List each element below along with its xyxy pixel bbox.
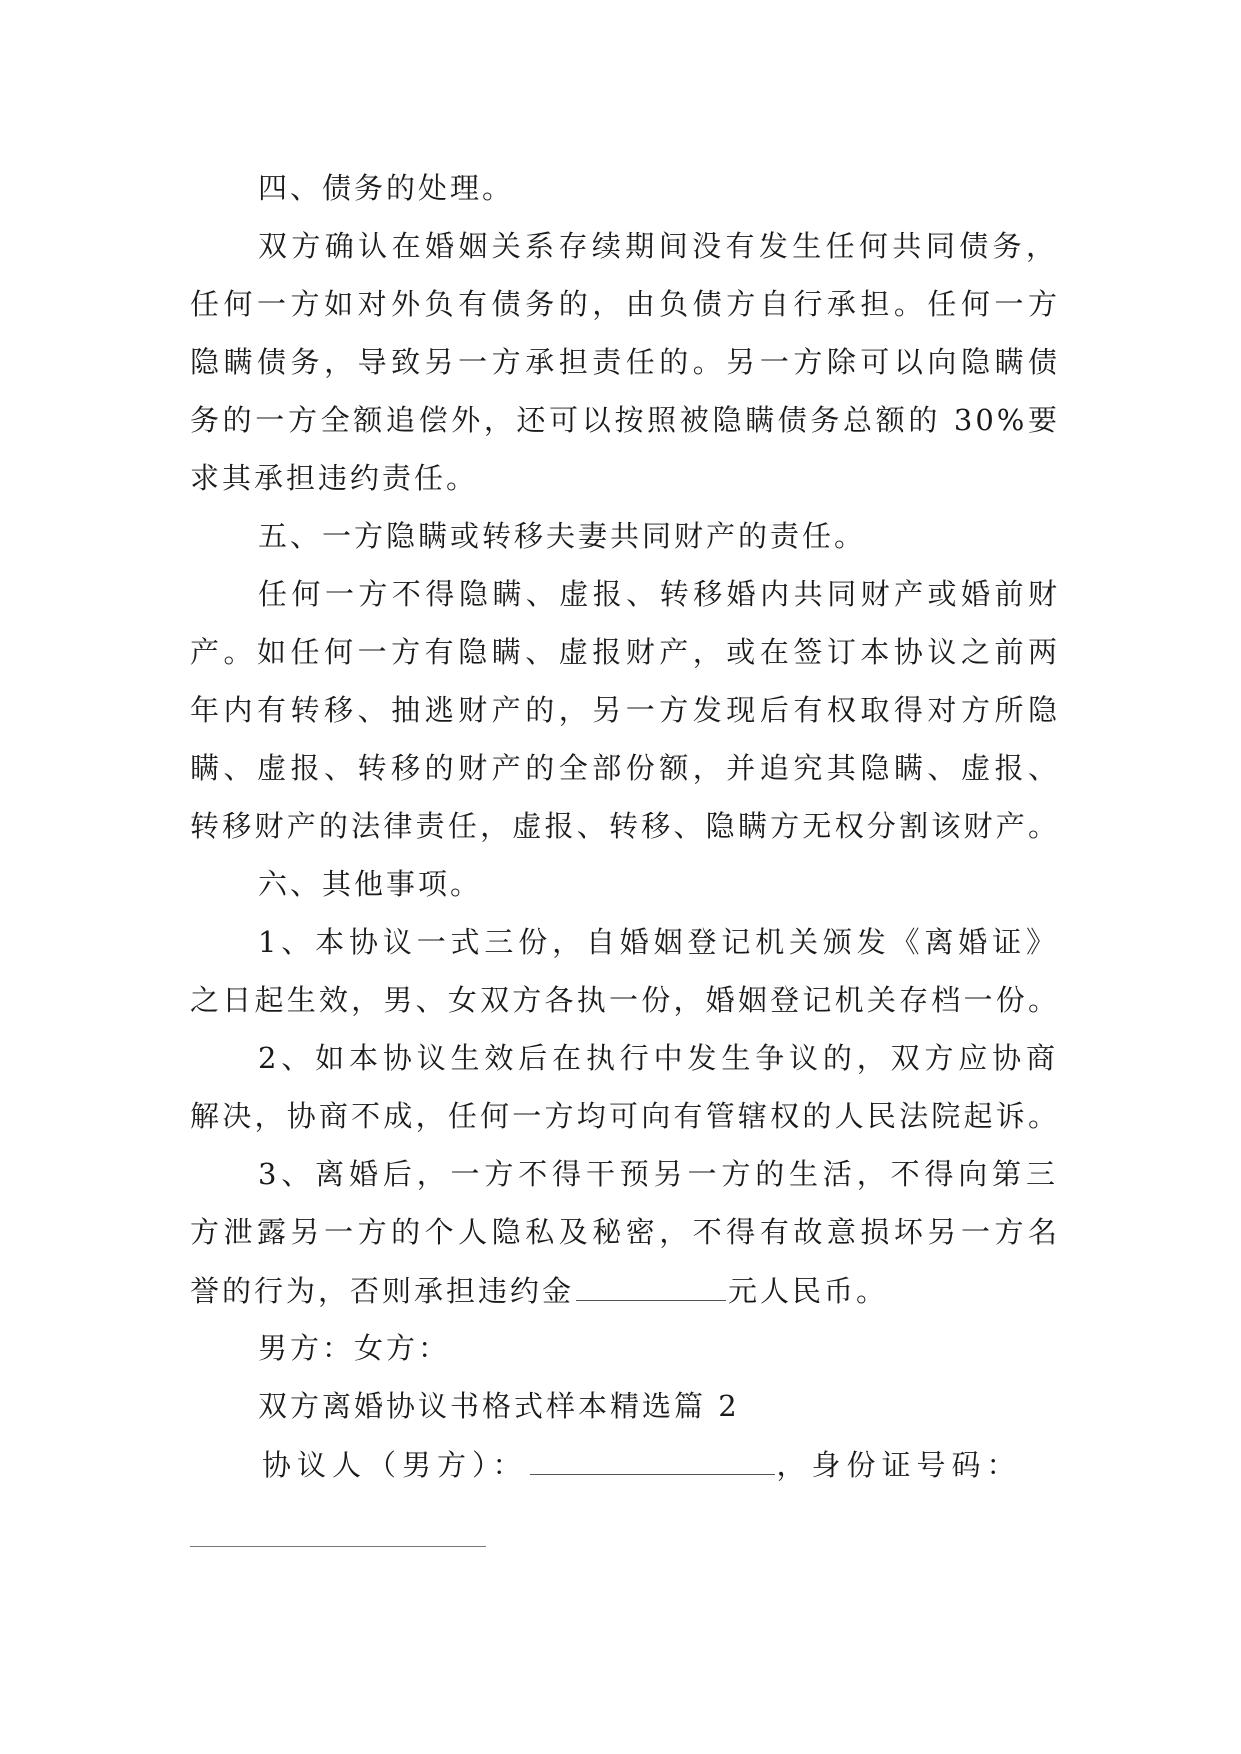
- id-number-blank[interactable]: [190, 1546, 486, 1547]
- id-number-label: ，身份证号码：: [776, 1448, 1022, 1482]
- penalty-amount-blank[interactable]: [576, 1270, 726, 1301]
- section-heading-other: 六、其他事项。: [258, 867, 483, 901]
- paragraph-line: 任何一方如对外负有债务的，由负债方自行承担。任何一方: [190, 287, 1060, 321]
- paragraph-line: 任何一方不得隐瞒、虚报、转移婚内共同财产或婚前财: [258, 577, 1060, 611]
- paragraph-line: 隐瞒债务，导致另一方承担责任的。另一方除可以向隐瞒债: [190, 345, 1060, 379]
- penalty-text-suffix: 元人民币。: [728, 1274, 889, 1308]
- paragraph-line: 转移财产的法律责任，虚报、转移、隐瞒方无权分割该财产。: [190, 809, 1060, 843]
- paragraph-line: 3、离婚后，一方不得干预另一方的生活，不得向第三: [258, 1157, 1058, 1191]
- paragraph-line: 解决，协商不成，任何一方均可向有管辖权的人民法院起诉。: [190, 1099, 1060, 1133]
- paragraph-line: 2、如本协议生效后在执行中发生争议的，双方应协商: [258, 1041, 1058, 1075]
- paragraph-line: 产。如任何一方有隐瞒、虚报财产，或在签订本协议之前两: [190, 635, 1060, 669]
- paragraph-line: 方泄露另一方的个人隐私及秘密，不得有故意损坏另一方名: [190, 1215, 1060, 1249]
- section-heading-debts: 四、债务的处理。: [258, 171, 515, 205]
- party-line: [262, 1444, 1022, 1484]
- paragraph-line: 之日起生效，男、女双方各执一份，婚姻登记机关存档一份。: [190, 983, 1060, 1017]
- penalty-text-prefix: 誉的行为，否则承担违约金: [190, 1274, 575, 1308]
- next-section-title: 双方离婚协议书格式样本精选篇 2: [258, 1389, 740, 1423]
- paragraph-line: 求其承担违约责任。: [190, 461, 479, 495]
- party-label: 协议人（男方）：: [262, 1448, 528, 1482]
- section-heading-concealment: 五、一方隐瞒或转移夫妻共同财产的责任。: [258, 519, 867, 553]
- paragraph-line: 1、本协议一式三份，自婚姻登记机关颁发《离婚证》: [258, 925, 1058, 959]
- paragraph-line: 双方确认在婚姻关系存续期间没有发生任何共同债务，: [258, 229, 1058, 263]
- paragraph-line: 务的一方全额追偿外，还可以按照被隐瞒债务总额的 30%要: [190, 403, 1060, 437]
- paragraph-line: 年内有转移、抽逃财产的，另一方发现后有权取得对方所隐: [190, 693, 1060, 727]
- party-name-blank[interactable]: [530, 1444, 775, 1475]
- paragraph-line: 瞒、虚报、转移的财产的全部份额，并追究其隐瞒、虚报、: [190, 751, 1060, 785]
- signature-line-label: 男方：女方：: [258, 1331, 451, 1365]
- paragraph-line-with-blank: [190, 1270, 888, 1310]
